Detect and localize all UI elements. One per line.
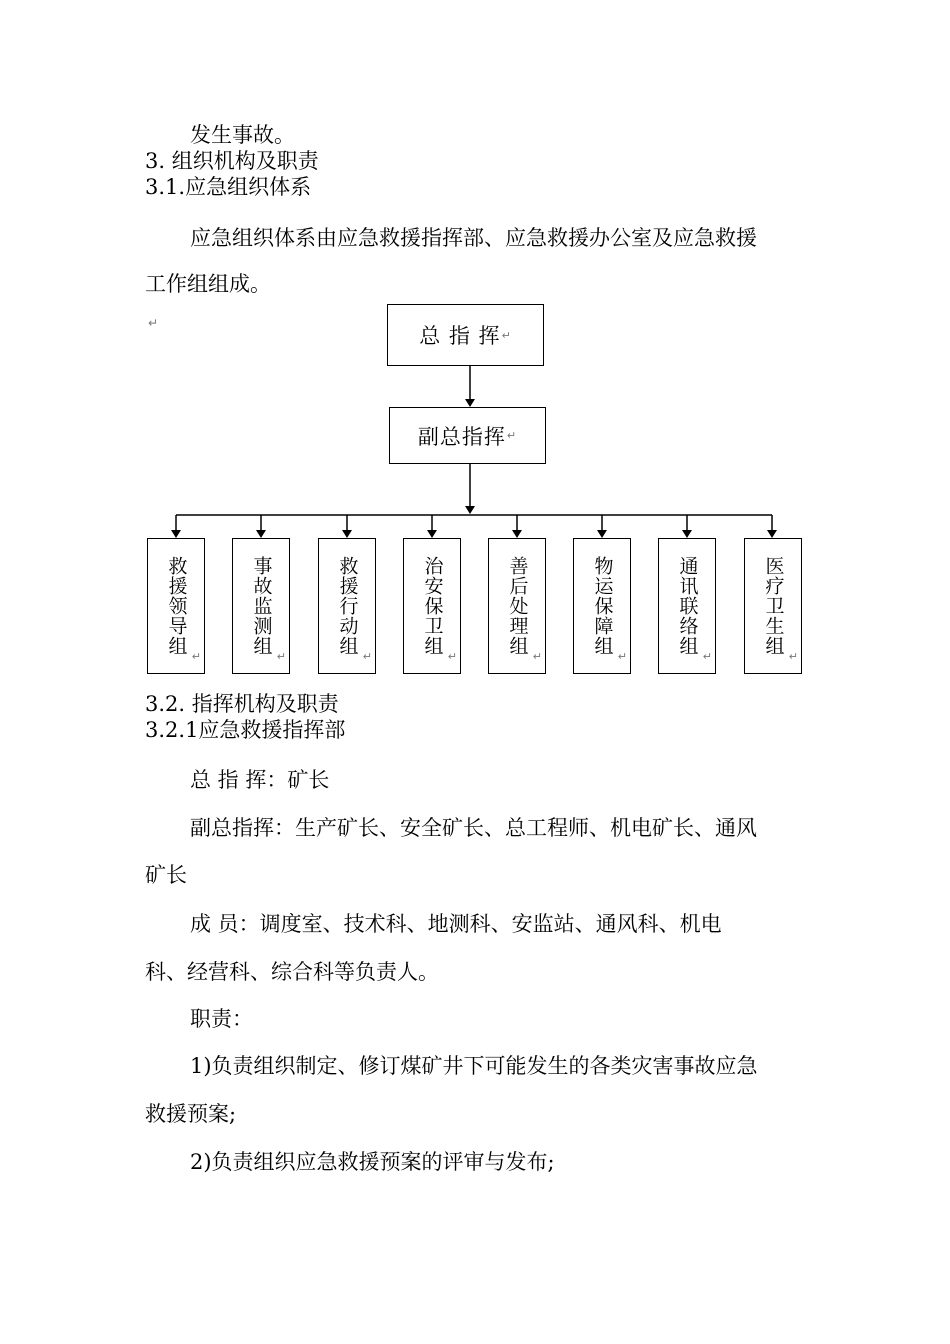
paragraph-mark: ↵ xyxy=(447,650,457,663)
text-line: 工作组组成。 xyxy=(145,272,271,296)
text-line: 矿长 xyxy=(145,863,187,887)
org-box-label: 总 指 挥 xyxy=(419,324,501,348)
paragraph-mark: ↵ xyxy=(702,650,712,663)
org-box-label: 物运保障组 xyxy=(591,556,614,656)
org-box-group xyxy=(318,538,376,674)
org-box-group xyxy=(232,538,290,674)
text-line: 副总指挥：生产矿长、安全矿长、总工程师、机电矿长、通风 xyxy=(190,816,757,840)
text-line: 发生事故。 xyxy=(190,123,295,147)
paragraph-mark: ↵ xyxy=(617,650,627,663)
text-line: 总 指 挥：矿长 xyxy=(190,768,330,792)
org-box-label: 副总指挥 xyxy=(417,424,506,449)
section-heading: 3.2. 指挥机构及职责 xyxy=(145,692,339,716)
text-line: 救援预案; xyxy=(145,1102,237,1126)
text-line: 1)负责组织制定、修订煤矿井下可能发生的各类灾害事故应急 xyxy=(190,1054,758,1078)
org-box-group xyxy=(488,538,546,674)
org-box-label: 通讯联络组 xyxy=(676,556,699,656)
section-heading: 3. 组织机构及职责 xyxy=(145,149,319,173)
paragraph-mark: ↵ xyxy=(276,650,286,663)
text-line: 应急组织体系由应急救援指挥部、应急救援办公室及应急救援 xyxy=(190,226,757,250)
subsection-heading: 3.2.1应急救援指挥部 xyxy=(145,718,346,742)
paragraph-mark: ↵ xyxy=(788,650,798,663)
paragraph-mark: ↵ xyxy=(148,316,159,330)
paragraph-mark: ↵ xyxy=(362,650,372,663)
text-line: 2)负责组织应急救援预案的评审与发布; xyxy=(190,1150,555,1174)
paragraph-mark: ↵ xyxy=(532,650,542,663)
org-box-label: 救援领导组 xyxy=(165,556,188,656)
org-box-group xyxy=(744,538,802,674)
subsection-heading: 3.1.应急组织体系 xyxy=(145,175,312,199)
paragraph-mark: ↵ xyxy=(501,328,512,342)
org-box-group xyxy=(658,538,716,674)
org-box-label: 治安保卫组 xyxy=(421,556,444,656)
org-box-label: 事故监测组 xyxy=(250,556,273,656)
org-box-group xyxy=(573,538,631,674)
org-box-label: 医疗卫生组 xyxy=(762,556,785,656)
org-box-group xyxy=(403,538,461,674)
text-line: 成 员：调度室、技术科、地测科、安监站、通风科、机电 xyxy=(190,912,722,936)
paragraph-mark: ↵ xyxy=(191,650,201,663)
org-box-label: 救援行动组 xyxy=(336,556,359,656)
text-line: 科、经营科、综合科等负责人。 xyxy=(145,960,439,984)
org-box-commander xyxy=(387,304,544,366)
org-box-deputy-commander xyxy=(389,407,546,464)
text-line: 职责： xyxy=(190,1007,253,1031)
paragraph-mark: ↵ xyxy=(506,429,518,442)
org-box-label: 善后处理组 xyxy=(506,556,529,656)
org-box-group xyxy=(147,538,205,674)
